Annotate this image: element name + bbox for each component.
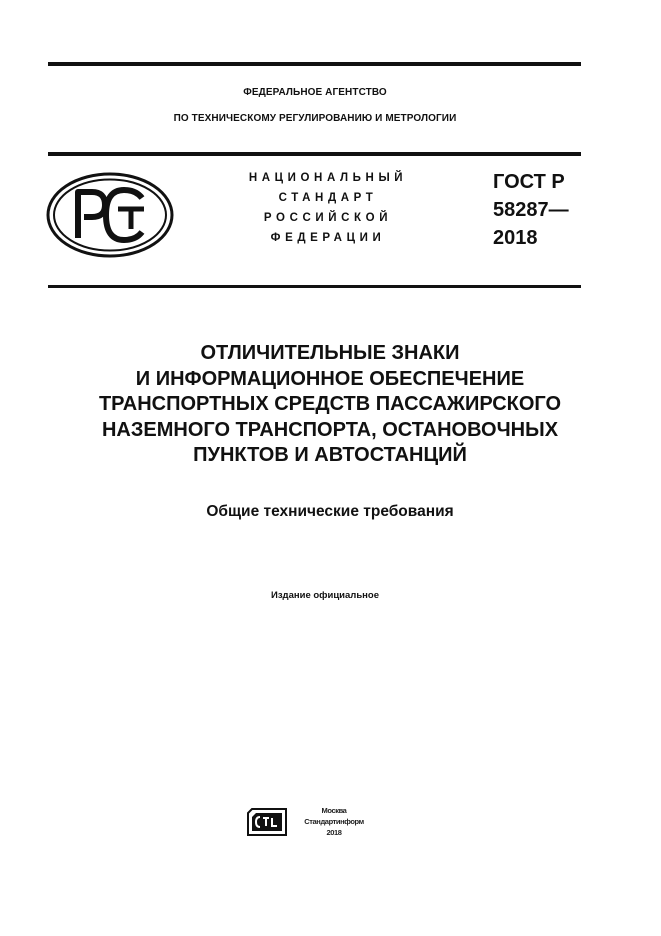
national-standard-line-1: НАЦИОНАЛЬНЫЙ [248, 172, 408, 184]
title-line-2: И ИНФОРМАЦИОННОЕ ОБЕСПЕЧЕНИЕ [135, 367, 525, 390]
title-line-1: ОТЛИЧИТЕЛЬНЫЕ ЗНАКИ [200, 342, 460, 364]
publisher-block [300, 805, 368, 838]
upper-rule [48, 152, 581, 156]
national-standard-line-2: СТАНДАРТ [278, 192, 378, 204]
publisher-name: Стандартинформ [304, 817, 364, 826]
publisher-year: 2018 [326, 828, 342, 837]
top-rule [48, 62, 581, 66]
document-title [20, 341, 640, 469]
rst-logo-icon [46, 172, 174, 258]
national-standard-line-3: РОССИЙСКОЙ [263, 212, 393, 224]
title-line-3: ТРАНСПОРТНЫХ СРЕДСТВ ПАССАЖИРСКОГО [98, 393, 562, 415]
agency-line-1: ФЕДЕРАЛЬНОЕ АГЕНТСТВО [243, 87, 387, 98]
gost-year: 2018 [493, 227, 538, 249]
gost-designation-line-1: ГОСТ Р [493, 171, 565, 193]
publisher-city: Москва [321, 806, 347, 815]
title-line-5: ПУНКТОВ И АВТОСТАНЦИЙ [193, 444, 467, 466]
edition-note: Издание официальное [271, 590, 379, 601]
gost-number: 58287— [493, 199, 569, 221]
agency-line-2: ПО ТЕХНИЧЕСКОМУ РЕГУЛИРОВАНИЮ И МЕТРОЛОГИИ [173, 113, 457, 124]
standartinform-logo-icon [246, 807, 288, 837]
national-standard-line-4: ФЕДЕРАЦИИ [270, 232, 386, 244]
document-subtitle: Общие технические требования [206, 503, 454, 520]
lower-rule [48, 285, 581, 288]
title-line-4: НАЗЕМНОГО ТРАНСПОРТА, ОСТАНОВОЧНЫХ [101, 418, 559, 441]
